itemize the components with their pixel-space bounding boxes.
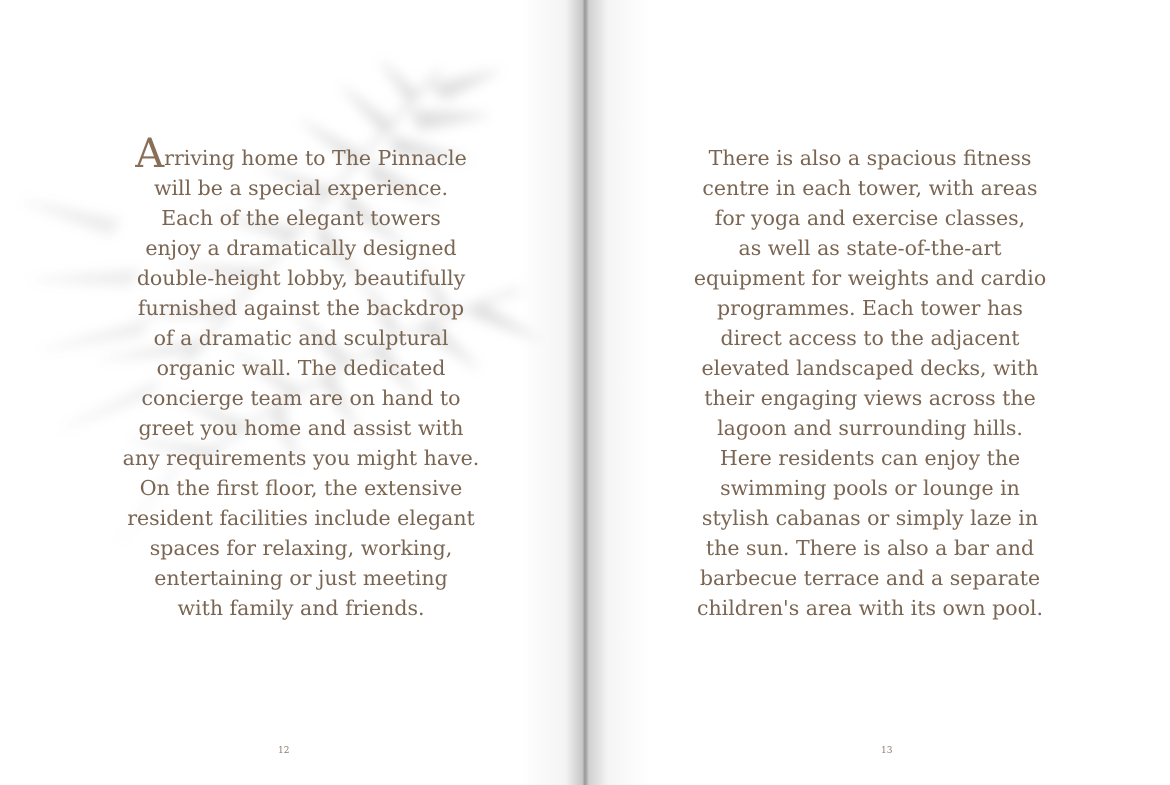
- text-line: any requirements you might have.: [122, 446, 480, 470]
- text-line: Here residents can enjoy the: [719, 446, 1021, 470]
- text-line: resident facilities include elegant: [127, 506, 475, 530]
- text-line: elevated landscaped decks, with: [701, 356, 1039, 380]
- page-number-left: 12: [278, 746, 290, 756]
- drop-cap: A: [135, 131, 165, 177]
- text-line: of a dramatic and sculptural: [153, 326, 449, 350]
- text-line: the sun. There is also a bar and: [705, 536, 1035, 560]
- page-number-right: 13: [881, 746, 893, 756]
- text-line: their engaging views across the: [704, 386, 1036, 410]
- text-line: organic wall. The dedicated: [156, 356, 446, 380]
- text-line: furnished against the backdrop: [137, 296, 465, 320]
- text-line: will be a special experience.: [153, 176, 449, 200]
- text-line: centre in each tower, with areas: [702, 176, 1038, 200]
- text-line: stylish cabanas or simply laze in: [701, 506, 1039, 530]
- text-line: children's area with its own pool.: [697, 596, 1043, 620]
- text-line: with family and friends.: [177, 596, 425, 620]
- text-line: On the first floor, the extensive: [139, 476, 463, 500]
- text-line: barbecue terrace and a separate: [699, 566, 1041, 590]
- right-body-text: [665, 143, 1075, 623]
- text-line-content: rriving home to The Pinnacle: [164, 146, 467, 170]
- left-body-text: [96, 131, 506, 623]
- text-line: equipment for weights and cardio: [693, 266, 1047, 290]
- text-line: for yoga and exercise classes,: [714, 206, 1026, 230]
- text-line: programmes. Each tower has: [717, 296, 1023, 320]
- text-line: as well as state-of-the-art: [738, 236, 1002, 260]
- text-line: lagoon and surrounding hills.: [717, 416, 1023, 440]
- text-line: entertaining or just meeting: [154, 566, 448, 590]
- text-line: direct access to the adjacent: [720, 326, 1020, 350]
- text-line: swimming pools or lounge in: [720, 476, 1020, 500]
- text-line: concierge team are on hand to: [141, 386, 461, 410]
- text-line: [96, 131, 506, 177]
- text-line: greet you home and assist with: [138, 416, 464, 440]
- text-line: Each of the elegant towers: [161, 206, 441, 230]
- text-line: spaces for relaxing, working,: [149, 536, 453, 560]
- text-line: enjoy a dramatically designed: [145, 236, 457, 260]
- text-line: double-height lobby, beautifully: [136, 266, 466, 290]
- text-line: There is also a spacious fitness: [708, 146, 1032, 170]
